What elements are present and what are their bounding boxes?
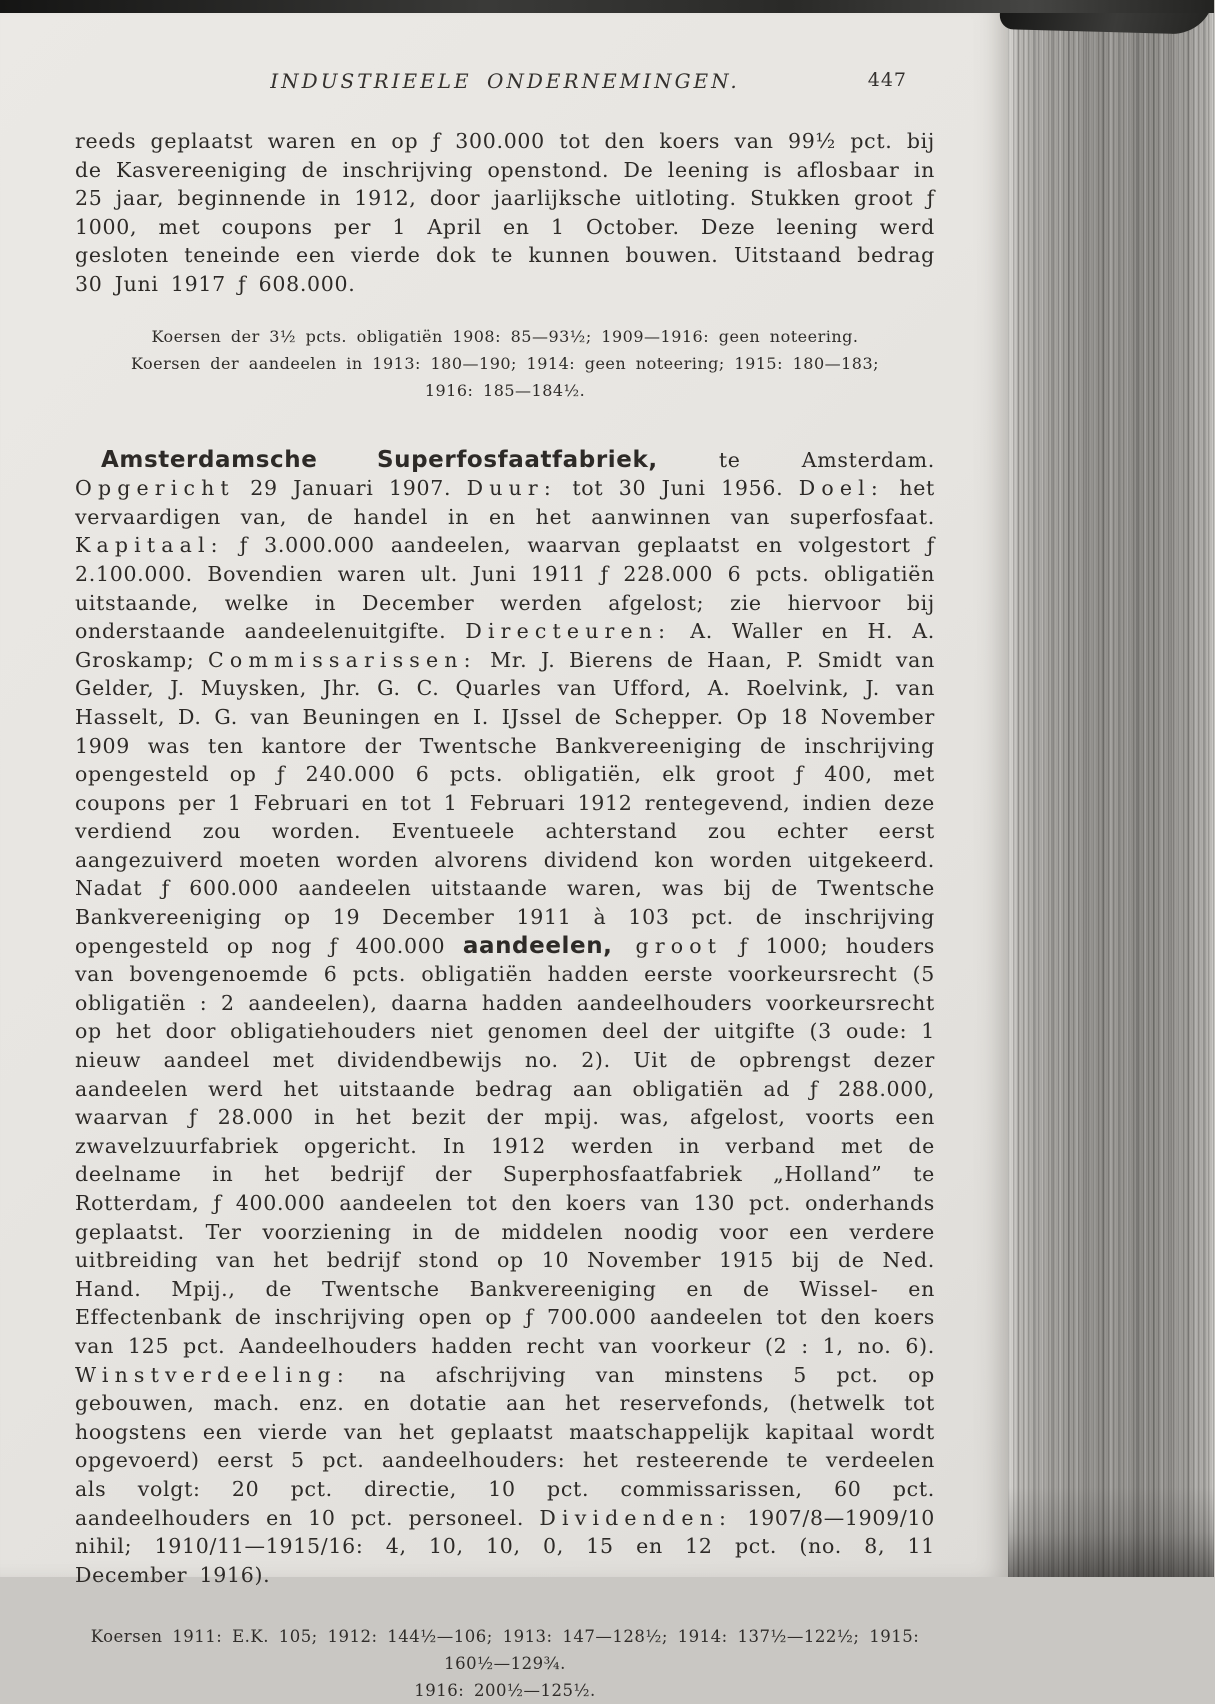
fore-edge-bottom-shadow xyxy=(1008,1487,1214,1577)
entry-keyword-directeuren: Directeuren: xyxy=(465,619,672,644)
entry-text-segment: ƒ 1000; houders van bovengenoemde 6 pcts. obligatiën hadden eerste voorkeursrecht (5 obligatiën : 2 aandeelen), daarna hadden aandeelhouders voorkeursrecht op het door obligatiehouders niet genomen deel der uitgifte (3 oude: 1 nieuw aandeel met dividendbewijs no. 2). Uit de opbrengst dezer aandeelen werd het uitstaande bedrag aan obligatiën ad ƒ 288.000, waarvan ƒ 28.000 in het bezit der mpij. was, afgelost, voorts een zwavelzuurfabriek opgericht. In 1912 werden in verband met de deelname in het bedrijf der Superphosfaatfabriek „Holland” te Rotterdam, ƒ 400.000 aandeelen tot den koers van 130 pct. onderhands geplaatst. Ter voorziening in de middelen noodig voor een verdere uitbreiding van het bedrijf stond op 10 November 1915 bij de Ned. Hand. Mpij., de Twentsche Bankvereeniging en de Wissel- en Effectenbank de inschrijving open op ƒ 700.000 aandeelen tot den koers van 125 pct. Aandeelhouders hadden recht van voorkeur (2 : 1, no. 6). xyxy=(75,933,935,1358)
entry-text-segment: tot 30 Juni 1956. xyxy=(556,476,799,501)
entry-bold-aandeelen: aandeelen, xyxy=(462,932,613,959)
quote-line: 1916: 185—184½. xyxy=(424,380,586,400)
quote-line: Koersen der aandeelen in 1913: 180—190; 1914: geen noteering; 1915: 180—183; xyxy=(130,353,880,373)
entry-keyword-opgericht: Opgericht xyxy=(75,476,235,501)
top-scan-band xyxy=(0,0,1214,13)
text-column xyxy=(75,13,935,1704)
quote-line: Koersen der 3½ pcts. obligatiën 1908: 85—93½; 1909—1916: geen noteering. xyxy=(151,326,859,346)
quote-line: 1916: 200½—125½. xyxy=(414,1681,596,1701)
entry-text-segment: Mr. J. Bierens de Haan, P. Smidt van Gelder, J. Muysken, Jhr. G. C. Quarles van Ufford, A. Roelvink, J. van Hasselt, D. G. van Beuningen en I. IJssel de Schepper. Op 18 November 1909 was ten kantore der Twentsche Bankvereeniging de inschrijving opengesteld op ƒ 240.000 6 pcts. obligatiën, elk groot ƒ 400, met coupons per 1 Februari en tot 1 Februari 1912 rentegevend, indien deze verdiend zou worden. Eventueele achterstand zou echter eerst aangezuiverd moeten worden alvorens dividend kon worden uitgekeerd. Nadat ƒ 600.000 aandeelen uitstaande waren, was bij de Twentsche Bankvereeniging op 19 December 1911 à 103 pct. de inschrijving opengesteld op nog ƒ 400.000 xyxy=(75,647,935,958)
entry-keyword-groot: groot xyxy=(612,933,723,958)
entry-text-segment: 1907/8—1909/10 nihil; 1910/11—1915/16: 4, 10, 10, 0, 15 en 12 pct. (no. 8, 11 December 1916). xyxy=(75,1505,935,1587)
entry-text-segment: het vervaardigen van, de handel in en het aanwinnen van superfosfaat. xyxy=(75,476,935,529)
entry-text-segment: te Amsterdam. xyxy=(657,447,936,472)
intro-paragraph: reeds geplaatst waren en op ƒ 300.000 tot den koers van 99½ pct. bij de Kasvereeniging de inschrijving openstond. De leening is aflosbaar in 25 jaar, beginnende in 1912, door jaarlijksche uitloting. Stukken groot ƒ 1000, met coupons per 1 April en 1 October. Deze leening werd gesloten teneinde een vierde dok te kunnen bouwen. Uitstaand bedrag 30 Juni 1917 ƒ 608.000. xyxy=(75,129,935,296)
entry-text-segment: A. Waller en H. A. Groskamp; xyxy=(75,619,935,672)
running-header xyxy=(75,69,935,93)
entry-keyword-kapitaal: Kapitaal: xyxy=(75,533,224,558)
entry-keyword-duur: Duur: xyxy=(466,476,557,501)
page-number: 447 xyxy=(867,69,907,91)
entry-keyword-commissarissen: Commissarissen: xyxy=(208,647,477,672)
book-fore-edge xyxy=(1008,0,1214,1577)
entry-text-segment: na afschrijving van minstens 5 pct. op gebouwen, mach. enz. en dotatie aan het reservefonds, (hetwelk tot hoogstens een vierde van het geplaatst maatschappelijk kapitaal wordt opgevoerd) eerst 5 pct. aandeelhouders: het resteerende te verdeelen als volgt: 20 pct. directie, 10 pct. commissarissen, 60 pct. aandeelhouders en 10 pct. personeel. xyxy=(75,1362,935,1530)
price-quotes-bottom xyxy=(75,1623,935,1704)
quote-line: Koersen 1911: E.K. 105; 1912: 144½—106; 1913: 147—128½; 1914: 137½—122½; 1915: 160½—129¾. xyxy=(90,1627,920,1674)
entry-keyword-dividenden: Dividenden: xyxy=(539,1505,733,1530)
price-quotes-top xyxy=(75,323,935,404)
entry-text-segment: ƒ 3.000.000 aandeelen, waarvan geplaatst en volgestort ƒ 2.100.000. Bovendien waren ult. Juni 1911 ƒ 228.000 6 pcts. obligatiën uitstaande, welke in December werden afgelost; zie hiervoor bij onderstaande aandeelenuitgifte. xyxy=(75,533,935,644)
entry-keyword-doel: Doel: xyxy=(798,476,884,501)
entry-title: Amsterdamsche Superfosfaatfabriek, xyxy=(101,446,658,473)
header-title: INDUSTRIEELE ONDERNEMINGEN. xyxy=(270,69,740,93)
entry-text-segment: 29 Januari 1907. xyxy=(234,476,467,501)
entry-keyword-winstverdeeling: Winstverdeeling: xyxy=(75,1362,350,1387)
company-entry-paragraph xyxy=(75,446,935,1590)
